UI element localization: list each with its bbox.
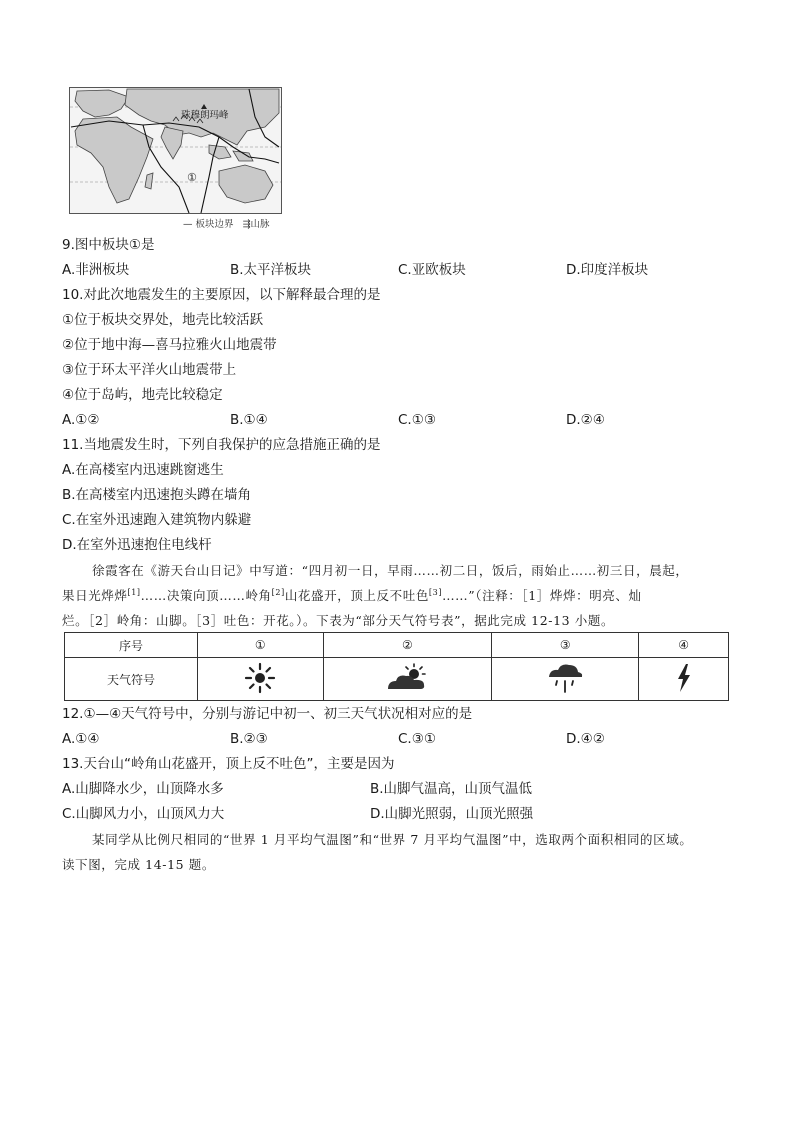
passage1-line2-d: ……”（注释：［1］烨烨：明亮、灿 <box>442 588 642 603</box>
passage1-line3: 烂。［2］岭角：山脚。［3］吐色：开花。）。下表为“部分天气符号表”，据此完成 12-13 小题。 <box>62 613 615 628</box>
q10-option-a[interactable]: A.①② <box>62 412 100 428</box>
table-header-row <box>65 633 729 658</box>
sun-icon <box>243 661 277 695</box>
symbol-cell-4 <box>639 658 729 701</box>
passage1-line2-a: 果日光烨烨 <box>62 588 128 603</box>
cloudy-sun-icon <box>384 663 430 693</box>
passage1-line2-c: 山花盛开，顶上反不吐色 <box>284 588 429 603</box>
q13-option-c[interactable]: C.山脚风力小，山顶风力大 <box>62 806 225 822</box>
world-map-sketch <box>69 87 282 214</box>
mountain-legend-icon: ⇶ <box>242 219 251 230</box>
q9-option-a[interactable]: A.非洲板块 <box>62 262 130 278</box>
q10-option-c[interactable]: C.①③ <box>398 412 436 428</box>
q13-stem: 13.天台山“岭角山花盛开，顶上反不吐色”，主要是因为 <box>62 756 395 772</box>
q11-stem: 11.当地震发生时，下列自我保护的应急措施正确的是 <box>62 437 381 453</box>
passage1-line2 <box>62 586 642 604</box>
passage2-line1: 某同学从比例尺相同的“世界 1 月平均气温图”和“世界 7 月平均气温图”中，选取两个面积相同的区域。 <box>92 832 693 847</box>
q9-stem: 9.图中板块①是 <box>62 237 155 253</box>
q9-option-b[interactable]: B.太平洋板块 <box>230 262 312 278</box>
q10-statement-3: ③位于环太平洋火山地震带上 <box>62 362 237 378</box>
note-2: [2] <box>271 587 285 597</box>
q12-option-a[interactable]: A.①④ <box>62 731 100 747</box>
legend-mountain: 山脉 <box>250 219 270 230</box>
q12-option-b[interactable]: B.②③ <box>230 731 268 747</box>
q13-option-b[interactable]: B.山脚气温高，山顶气温低 <box>370 781 533 797</box>
plate-number-label: ① <box>187 171 197 184</box>
rain-icon <box>545 661 585 695</box>
note-3: [3] <box>428 587 443 597</box>
lightning-icon <box>672 661 696 695</box>
q10-statement-1: ①位于板块交界处，地壳比较活跃 <box>62 312 264 328</box>
map-legend <box>183 216 270 230</box>
passage2-line2: 读下图，完成 14-15 题。 <box>62 857 215 872</box>
symbol-cell-3 <box>492 658 639 701</box>
passage1-line1: 徐霞客在《游天台山日记》中写道：“四月初一日，早雨……初二日，饭后，雨始止……初三日，晨起， <box>92 563 689 578</box>
q12-option-c[interactable]: C.③① <box>398 731 436 747</box>
q11-option-a[interactable]: A.在高楼室内迅速跳窗逃生 <box>62 462 224 478</box>
q11-option-b[interactable]: B.在高楼室内迅速抱头蹲在墙角 <box>62 487 252 503</box>
q12-option-d[interactable]: D.④② <box>566 731 605 747</box>
table-number-2: ② <box>323 633 492 658</box>
table-header-label: 序号 <box>65 633 198 658</box>
q10-statement-4: ④位于岛屿，地壳比较稳定 <box>62 387 223 403</box>
q10-option-b[interactable]: B.①④ <box>230 412 268 428</box>
q10-option-d[interactable]: D.②④ <box>566 412 605 428</box>
q11-option-c[interactable]: C.在室外迅速跑入建筑物内躲避 <box>62 512 252 528</box>
table-row-label: 天气符号 <box>65 658 198 701</box>
table-number-1: ① <box>198 633 324 658</box>
symbol-cell-1 <box>198 658 324 701</box>
q11-option-d[interactable]: D.在室外迅速抱住电线杆 <box>62 537 212 553</box>
q9-option-c[interactable]: C.亚欧板块 <box>398 262 466 278</box>
plate-map <box>69 87 282 214</box>
q10-stem: 10.对此次地震发生的主要原因，以下解释最合理的是 <box>62 287 381 303</box>
symbol-cell-2 <box>323 658 492 701</box>
table-symbol-row <box>65 658 729 701</box>
legend-boundary: — 板块边界 <box>183 219 234 230</box>
q10-statement-2: ②位于地中海—喜马拉雅火山地震带 <box>62 337 277 353</box>
table-number-4: ④ <box>639 633 729 658</box>
q9-option-d[interactable]: D.印度洋板块 <box>566 262 649 278</box>
weather-symbol-table <box>64 632 729 701</box>
q13-option-a[interactable]: A.山脚降水少，山顶降水多 <box>62 781 224 797</box>
peak-label: 珠穆朗玛峰 <box>181 110 229 121</box>
q13-option-d[interactable]: D.山脚光照弱，山顶光照强 <box>370 806 534 822</box>
table-number-3: ③ <box>492 633 639 658</box>
q12-stem: 12.①—④天气符号中，分别与游记中初一、初三天气状况相对应的是 <box>62 706 473 722</box>
passage1-line2-b: ……决策向顶……岭角 <box>140 588 272 603</box>
note-1: [1] <box>127 587 141 597</box>
